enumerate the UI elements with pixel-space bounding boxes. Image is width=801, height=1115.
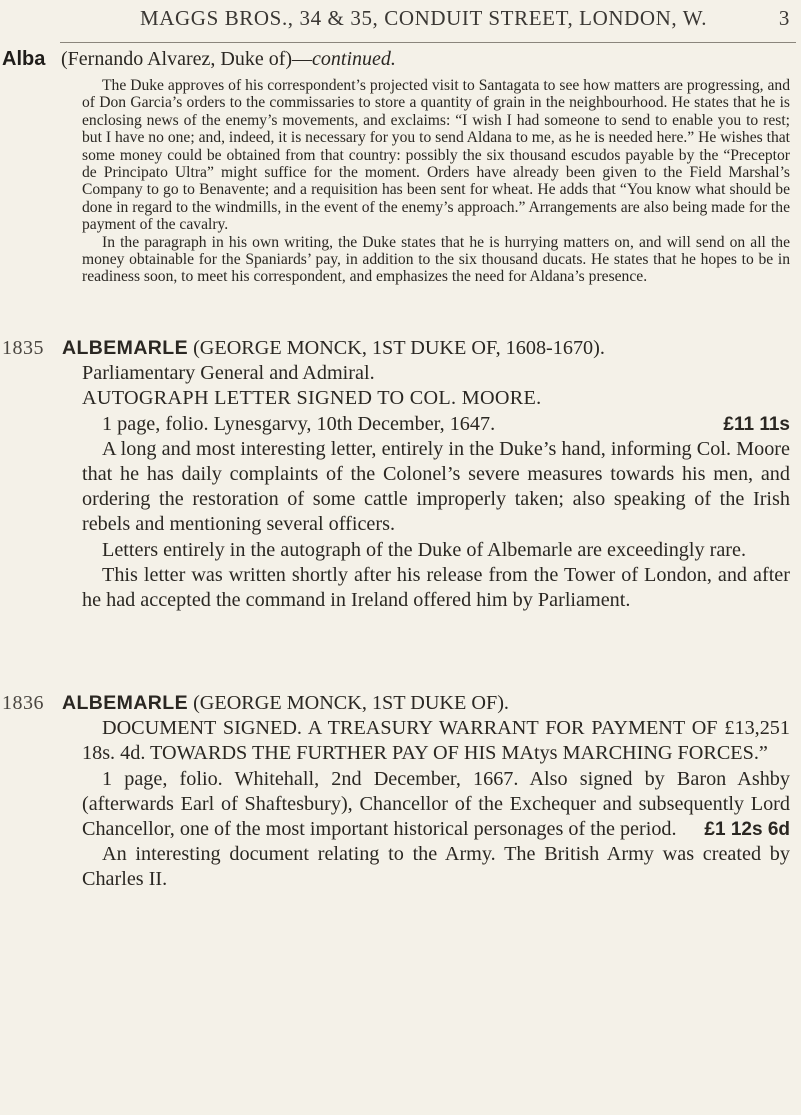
item-1835 xyxy=(62,336,790,613)
alba-paragraph-1: The Duke approves of his correspondent’s projected visit to Santagata to see how matters are progressing, and of Don Garcia’s orders to the commissaries to store a quantity of grain in the neighbourhood. He states that he is enclosing news of the enemy’s movements, and exclaims: “I wish I had someone to send to enable you to rest; but I have no one; and, indeed, it is necessary for you to send Aldana to me, as he is needed here.” He wishes that some money could be obtained from that country: possibly the six thousand escudos payable by the “Preceptor de Principato Ultra” might suffice for the moment. Orders have already been given to the Field Marshal’s Company to go to Benavente; and a requisition has been sent for wheat. He adds that “You know what should be done in regard to the windmills, in the event of the enemy’s approach.” Arrangements are also being made for the payment of the cavalry. xyxy=(82,77,790,234)
item-number-1836: 1836 xyxy=(2,692,44,714)
item-1835-heading xyxy=(62,336,790,361)
item-1836-name: ALBEMARLE xyxy=(62,692,189,714)
page-number: 3 xyxy=(778,6,790,30)
item-number-1835: 1835 xyxy=(2,337,44,359)
item-1835-price: £11 11s xyxy=(723,413,790,435)
item-1835-paragraph-3: This letter was written shortly after his release from the Tower of London, and after he had accepted the command in Ireland offered him by Parliament. xyxy=(82,563,790,612)
item-1836-heading xyxy=(62,691,790,716)
alba-paragraph-2: In the paragraph in his own writing, the Duke states that he is hurrying matters on, and will send on all the money obtainable for the Spaniards’ pay, in addition to the six thousand ducats. He states that he hopes to be in readiness soon, to meet his correspondent, and emphasizes the need for Aldana’s presence. xyxy=(82,233,790,286)
item-1835-paragraph-1: A long and most interesting letter, entirely in the Duke’s hand, informing Col. Moore that he has daily complaints of the Colonel’s severe measures towards his men, and ordering the restoration of some cattle improperly taken; also speaking of the Irish rebels and mentioning several officers. xyxy=(82,437,790,536)
alba-body xyxy=(82,77,790,286)
item-1836-details xyxy=(82,767,790,843)
running-title: MAGGS BROS., 34 & 35, CONDUIT STREET, LONDON, W. xyxy=(140,6,708,30)
header-rule xyxy=(60,42,796,43)
item-1835-details xyxy=(82,412,790,437)
item-1835-heading-rest: (GEORGE MONCK, 1ST DUKE OF, 1608-1670). xyxy=(193,337,605,359)
alba-heading-text: (Fernando Alvarez, Duke of)— xyxy=(61,48,313,70)
item-1835-paragraph-2: Letters entirely in the autograph of the Duke of Albemarle are exceedingly rare. xyxy=(102,538,747,561)
item-1836 xyxy=(62,691,790,893)
item-1836-details-text: 1 page, folio. Whitehall, 2nd December, 1667. Also signed by Baron Ashby (afterwards Earl of Shaftesbury), Chancellor of the Exchequer and subsequently Lord Chancellor, one of the most important historical personages of the period. xyxy=(82,767,790,841)
item-1836-price: £1 12s 6d xyxy=(704,819,790,841)
alba-heading xyxy=(61,48,396,71)
item-1836-heading-rest: (GEORGE MONCK, 1ST DUKE OF). xyxy=(193,692,509,714)
item-1835-name: ALBEMARLE xyxy=(62,337,189,359)
entry-key-alba: Alba xyxy=(2,48,46,70)
item-1835-title: AUTOGRAPH LETTER SIGNED TO COL. MOORE. xyxy=(82,387,542,410)
item-1836-title: DOCUMENT SIGNED. A TREASURY WARRANT FOR PAYMENT OF £13,251 18s. 4d. TOWARDS THE FURTHER PAY OF HIS MAtys MARCHING FORCES.” xyxy=(82,717,790,765)
alba-continued: continued. xyxy=(312,48,396,70)
item-1836-paragraph-1: An interesting document relating to the Army. The British Army was created by Charles II. xyxy=(82,843,790,891)
item-1835-details-text: 1 page, folio. Lynesgarvy, 10th December, 1647. xyxy=(102,412,496,435)
running-header xyxy=(140,6,790,31)
item-1835-subtitle: Parliamentary General and Admiral. xyxy=(82,362,375,385)
